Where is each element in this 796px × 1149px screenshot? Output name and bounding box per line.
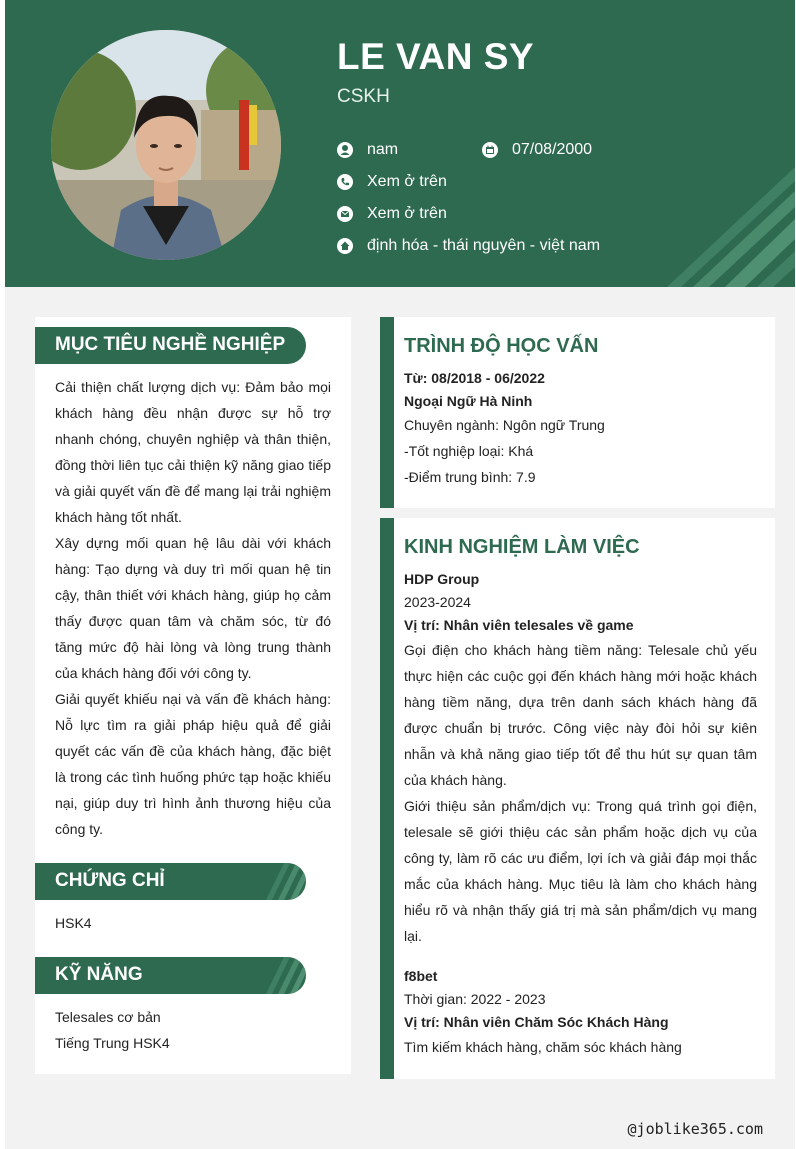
education-title: TRÌNH ĐỘ HỌC VẤN (404, 335, 599, 357)
education-major: Chuyên ngành: Ngôn ngữ Trung (404, 417, 605, 433)
job-period: 2023-2024 (404, 594, 471, 610)
header-stripes-decoration (655, 167, 795, 287)
objective-title: MỤC TIÊU NGHỀ NGHIỆP (55, 334, 286, 355)
birthdate-value: 07/08/2000 (512, 141, 593, 158)
objective-text (35, 374, 351, 842)
objective-paragraph: Giải quyết khiếu nại và vấn đề khách hàng: Nỗ lực tìm ra giải pháp hiệu quả để giải quyết các vấn đề của khách hàng, đặc biệt là trong các tình huống phức tạp hoặc khiếu nại, giúp duy trì hình ảnh thương hiệu của công ty. (55, 691, 331, 837)
email-row (337, 205, 447, 223)
cv-header (5, 0, 795, 287)
skills-heading (35, 957, 306, 994)
education-grade: -Tốt nghiệp loại: Khá (404, 443, 534, 459)
experience-job-1 (394, 568, 775, 949)
education-period: Từ: 08/2018 - 06/2022 (404, 370, 545, 386)
address-row (337, 237, 600, 255)
education-school: Ngoại Ngữ Hà Ninh (404, 393, 533, 409)
experience-card (380, 518, 775, 1079)
user-icon (337, 142, 353, 158)
education-gpa: -Điểm trung bình: 7.9 (404, 469, 536, 485)
home-icon (337, 238, 353, 254)
skills-title: KỸ NĂNG (55, 964, 143, 985)
certificates-heading (35, 863, 306, 900)
experience-title: KINH NGHIỆM LÀM VIỆC (404, 536, 640, 558)
experience-job-2 (394, 965, 775, 1060)
candidate-role: CSKH (337, 86, 390, 107)
certificate-item: HSK4 (55, 915, 92, 931)
calendar-icon (482, 142, 498, 158)
job-company: f8bet (404, 968, 438, 984)
phone-value: Xem ở trên (367, 173, 447, 190)
phone-icon (337, 174, 353, 190)
skill-item: Tiếng Trung HSK4 (55, 1035, 170, 1051)
left-column (35, 317, 351, 1074)
education-body (394, 367, 775, 490)
job-company: HDP Group (404, 571, 480, 587)
cv-page (5, 0, 795, 1149)
profile-photo (51, 30, 281, 260)
education-card (380, 317, 775, 508)
heading-stripes-decoration (236, 957, 306, 994)
email-icon (337, 206, 353, 222)
job-position: Vị trí: Nhân viên Chăm Sóc Khách Hàng (404, 1014, 669, 1030)
certificates-title: CHỨNG CHỈ (55, 870, 165, 891)
objective-heading (35, 327, 306, 364)
job-description: Giới thiệu sản phẩm/dịch vụ: Trong quá trình gọi điện, telesale sẽ giới thiệu các sản phẩm hoặc dịch vụ của công ty, làm rõ các ưu điểm, lợi ích và giải đáp mọi thắc mắc của khách hàng. Mục tiêu là làm cho khách hàng hiểu rõ và nhận thấy giá trị mà sản phẩm/dịch vụ mang lại. (404, 798, 757, 944)
address-value: định hóa - thái nguyên - việt nam (367, 237, 601, 254)
skills-list (35, 1004, 351, 1056)
site-watermark: @joblike365.com (627, 1120, 763, 1138)
birthdate-row (482, 141, 592, 159)
skill-item: Telesales cơ bản (55, 1009, 161, 1025)
objective-paragraph: Cải thiện chất lượng dịch vụ: Đảm bảo mọi khách hàng đều nhận được sự hỗ trợ nhanh chóng, chuyên nghiệp và thân thiện, đồng thời liên tục cải thiện kỹ năng giao tiếp và giải quyết vấn đề để mang lại trải nghiệm khách hàng tốt nhất. (55, 379, 331, 525)
email-value: Xem ở trên (367, 205, 447, 222)
gender-value: nam (367, 141, 399, 158)
job-period: Thời gian: 2022 - 2023 (404, 991, 546, 1007)
job-position: Vị trí: Nhân viên telesales về game (404, 617, 634, 633)
job-description: Gọi điện cho khách hàng tiềm năng: Telesale chủ yếu thực hiện các cuộc gọi đến khách hàng mới hoặc khách hàng tiềm năng, dựa trên danh sách khách hàng đã được chuẩn bị trước. Công việc này đòi hỏi sự kiên nhẫn và khả năng giao tiếp tốt để thu hút sự quan tâm của khách hàng. (404, 642, 757, 788)
gender-row (337, 141, 398, 159)
candidate-name: LE VAN SY (337, 36, 535, 77)
certificates-list (35, 910, 351, 936)
job-description: Tìm kiếm khách hàng, chăm sóc khách hàng (404, 1039, 682, 1055)
heading-stripes-decoration (236, 863, 306, 900)
objective-paragraph: Xây dựng mối quan hệ lâu dài với khách hàng: Tạo dựng và duy trì mối quan hệ tin cậy, thân thiết với khách hàng, giúp họ cảm thấy được quan tâm và chăm sóc, từ đó tăng mức độ hài lòng và lòng trung thành của khách hàng đối với công ty. (55, 535, 331, 681)
phone-row (337, 173, 447, 191)
